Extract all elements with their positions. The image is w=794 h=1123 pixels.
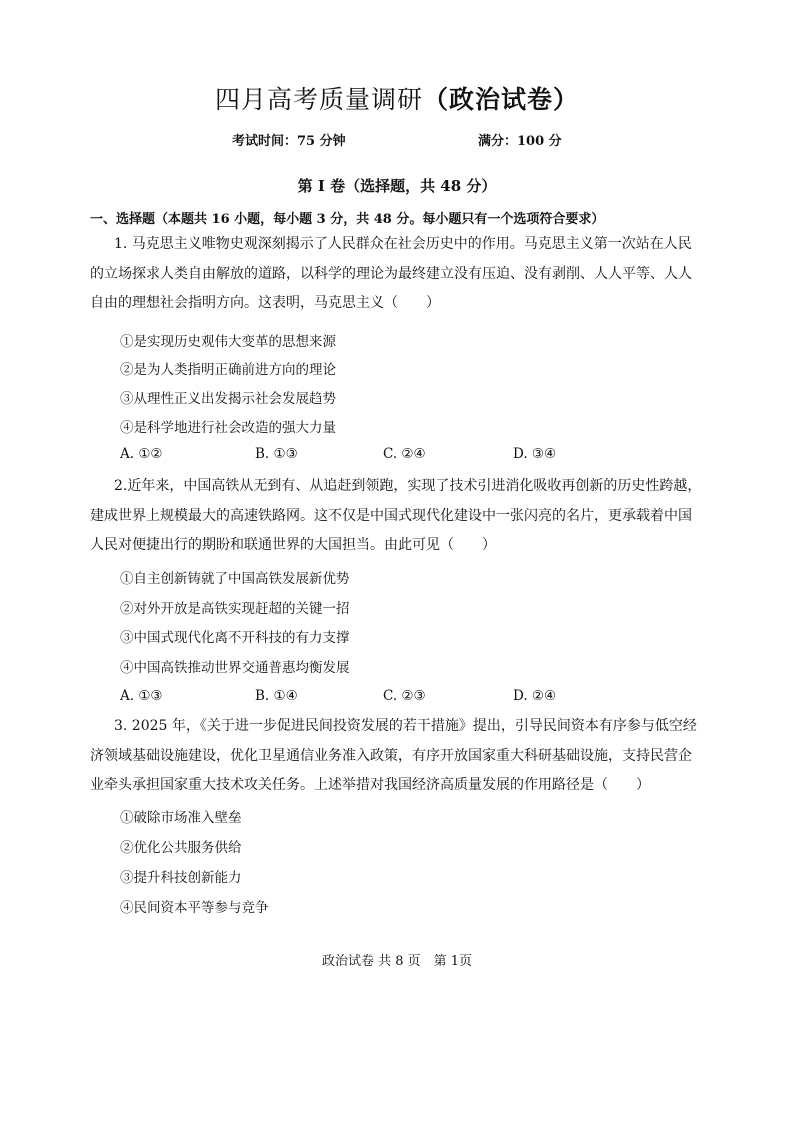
question-1-option-2: ②是为人类指明正确前进方向的理论	[120, 362, 336, 378]
question-1-choice-d: D. ③④	[513, 446, 557, 462]
instructions: 一、选择题（本题共 16 小题，每小题 3 分，共 48 分。每小题只有一个选项符合要求）	[90, 212, 605, 227]
question-3-option-1: ①破除市场准入壁垒	[120, 810, 242, 826]
question-3-option-2: ②优化公共服务供给	[120, 840, 242, 856]
question-3-stem: 3. 2025 年，《关于进一步促进民间投资发展的若干措施》提出，引导民间资本有序参与低空经济领域基础设施建设，优化卫星通信业务准入政策，有序开放国家重大科研基础设施，支持民营企业牵头承担国家重大技术攻关任务。上述举措对我国经济高质量发展的作用路径是（ ）	[90, 718, 697, 793]
question-1-choice-a: A. ①②	[120, 446, 163, 462]
page-title	[0, 80, 794, 116]
question-1-option-1: ①是实现历史观伟大变革的思想来源	[120, 334, 336, 350]
question-1-choice-b: B. ①③	[255, 446, 298, 462]
question-2-choice-c: C. ②③	[383, 688, 426, 704]
question-2-option-2: ②对外开放是高铁实现赶超的关键一招	[120, 601, 350, 617]
full-score: 满分：100 分	[478, 134, 562, 149]
question-1-option-4: ④是科学地进行社会改造的强大力量	[120, 420, 336, 436]
section-title: 第 I 卷（选择题，共 48 分）	[297, 177, 497, 195]
question-2-option-1: ①自主创新铸就了中国高铁发展新优势	[120, 571, 350, 587]
question-3-option-4: ④民间资本平等参与竞争	[120, 900, 269, 916]
question-2-choice-a: A. ①③	[120, 688, 163, 704]
question-1-choice-c: C. ②④	[383, 446, 426, 462]
question-2-choice-b: B. ①④	[255, 688, 298, 704]
title-bold: （政治试卷）	[423, 85, 580, 114]
question-2-choice-d: D. ②④	[513, 688, 557, 704]
question-1-option-3: ③从理性正义出发揭示社会发展趋势	[120, 391, 336, 407]
exam-time: 考试时间：75 分钟	[232, 134, 346, 149]
question-2-option-4: ④中国高铁推动世界交通普惠均衡发展	[120, 660, 350, 676]
question-2-stem: 2.近年来，中国高铁从无到有、从追赶到领跑，实现了技术引进消化吸收再创新的历史性跨越，建成世界上规模最大的高速铁路网。这不仅是中国式现代化建设中一张闪亮的名片，更承载着中国人民对便捷出行的期盼和联通世界的大国担当。由此可见（ ）	[90, 478, 702, 553]
question-1-stem: 1. 马克思主义唯物史观深刻揭示了人民群众在社会历史中的作用。马克思主义第一次站在人民的立场探求人类自由解放的道路，以科学的理论为最终建立没有压迫、没有剥削、人人平等、人人自由的理想社会指明方向。这表明，马克思主义（ ）	[90, 236, 692, 311]
question-2-option-3: ③中国式现代化离不开科技的有力支撑	[120, 630, 350, 646]
title-regular: 四月高考质量调研	[214, 85, 423, 114]
question-3-option-3: ③提升科技创新能力	[120, 870, 242, 886]
page-footer: 政治试卷 共 8 页 第 1页	[321, 954, 473, 969]
